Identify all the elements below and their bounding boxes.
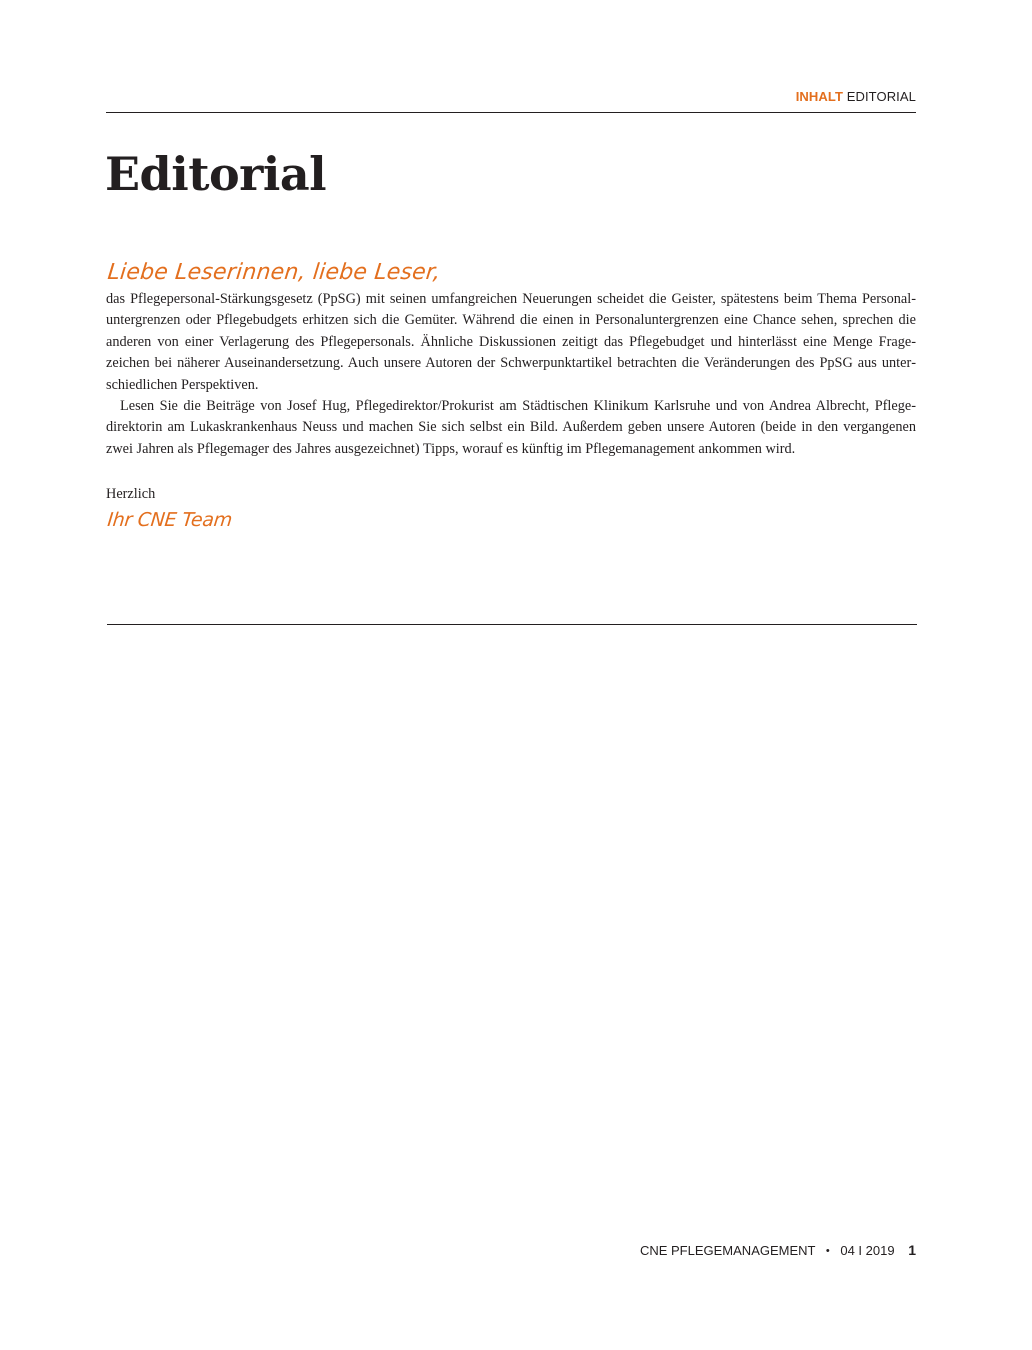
signature-script: Ihr CNE Team bbox=[106, 509, 234, 531]
header-section-label: INHALT bbox=[795, 89, 843, 104]
editorial-body bbox=[106, 289, 916, 460]
footer-journal-name: CNE PFLEGEMANAGEMENT bbox=[639, 1243, 816, 1258]
section-divider bbox=[107, 624, 917, 625]
page-footer bbox=[640, 1240, 916, 1262]
salutation-script: Liebe Leserinnen, liebe Leser, bbox=[106, 260, 442, 285]
body-paragraph-2: Lesen Sie die Beiträge von Josef Hug, Pflegedirektor/Prokurist am Städtischen Klinikum Karlsruhe und von Andrea Albrecht, Pflegedirektorin am Lukaskrankenhaus Neuss und machen Sie sich selbst ein Bild. Außerdem geben unsere Autoren (beide in den vergangenen zwei Jahren als Pflegemager des Jahres ausgezeichnet) Tipps, worauf es künftig im Pflegemanagement ankommen wird. bbox=[106, 398, 916, 457]
footer-bullet-separator: • bbox=[825, 1245, 830, 1257]
page-number: 1 bbox=[908, 1242, 916, 1258]
header-topic-label: EDITORIAL bbox=[846, 89, 916, 104]
body-paragraph-1: das Pflegepersonal-Stärkungsgesetz (PpSG) mit seinen umfangreichen Neuerungen scheidet die Geister, spätestens beim Thema Personaluntergrenzen oder Pflegebudgets erhitzen sich die Gemüter. Während die einen in Personaluntergrenzen eine Chance sehen, sprechen die anderen von einer Verlagerung des Pflegepersonals. Ähnliche Diskussionen zeitigt das Pflegebudget und hinterlässt eine Menge Fragezeichen bei näherer Auseinandersetzung. Auch unsere Autoren der Schwerpunktartikel betrachten die Veränderungen des PpSG aus unterschiedlichen Perspektiven. bbox=[106, 291, 916, 393]
page-title: Editorial bbox=[105, 147, 327, 201]
running-header bbox=[106, 88, 916, 113]
footer-issue: 04 I 2019 bbox=[840, 1243, 895, 1258]
closing-greeting: Herzlich bbox=[106, 486, 156, 502]
